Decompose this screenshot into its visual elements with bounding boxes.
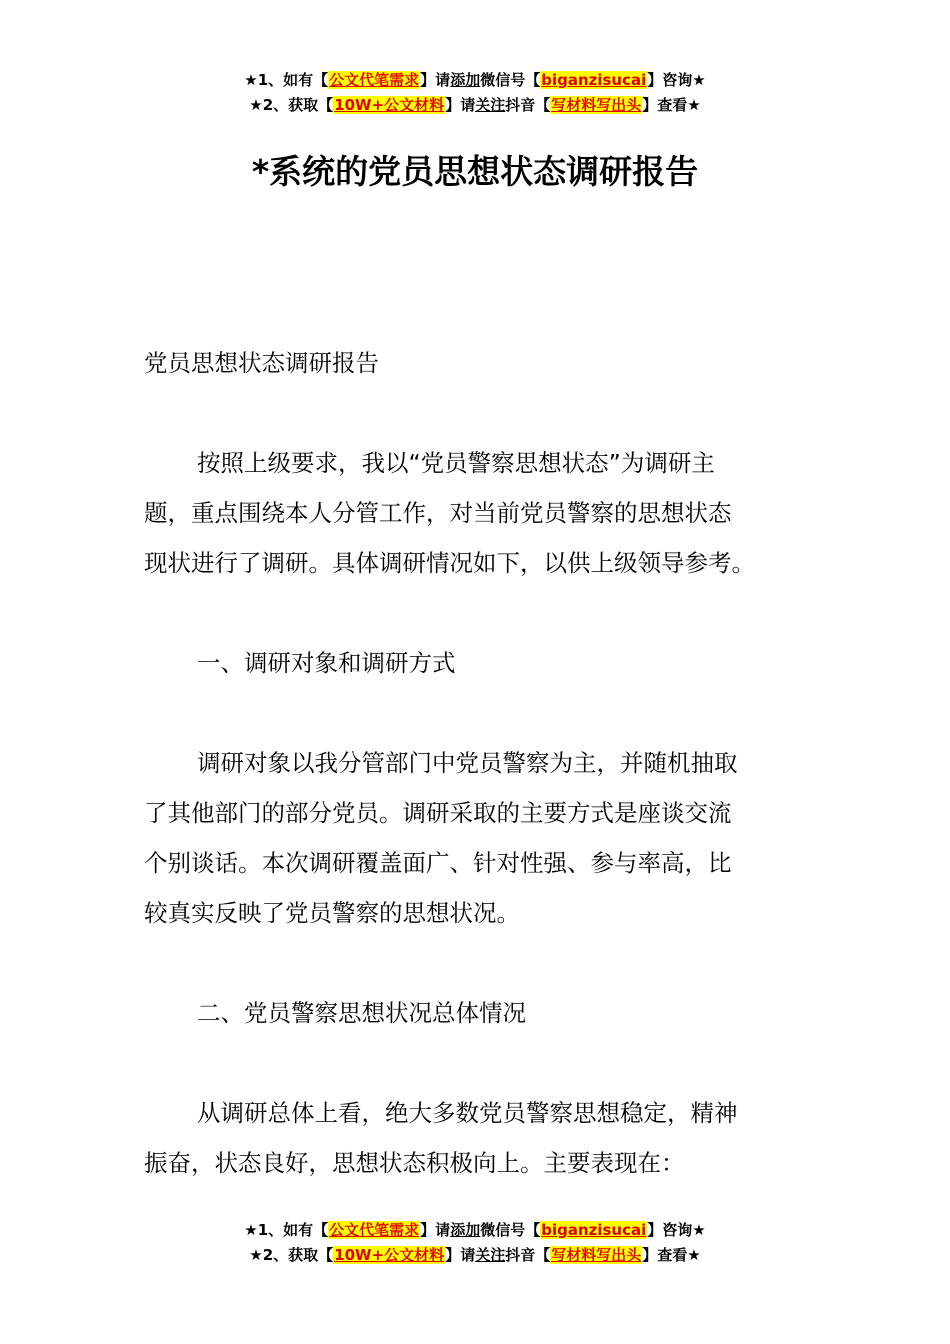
banner-line-2-emphasis: 关注 bbox=[475, 96, 506, 114]
banner-line-2-suffix: 】查看★ bbox=[642, 96, 701, 114]
paragraph-line: 振奋，状态良好，思想状态积极向上。主要表现在： bbox=[144, 1149, 685, 1177]
banner-line-2 bbox=[0, 1243, 950, 1268]
banner-line-1-middle-2: 微信号【 bbox=[480, 71, 541, 89]
document-body bbox=[144, 338, 808, 1188]
section-heading-2: 二、党员警察思想状况总体情况 bbox=[197, 999, 526, 1027]
blank-line bbox=[144, 588, 808, 638]
header-banner bbox=[0, 68, 950, 118]
banner-line-1 bbox=[0, 1218, 950, 1243]
paragraph-line: 从调研总体上看，绝大多数党员警察思想稳定，精神 bbox=[197, 1099, 738, 1127]
banner-line-1-emphasis: 添加 bbox=[450, 71, 481, 89]
banner-line-2-middle: 】请 bbox=[445, 96, 476, 114]
banner-line-2-emphasis: 关注 bbox=[475, 1246, 506, 1264]
banner-line-1 bbox=[0, 68, 950, 93]
banner-line-2-prefix: ★2、获取【 bbox=[249, 96, 334, 114]
banner-line-2-highlight-douyin: 写材料写出头 bbox=[551, 1246, 642, 1264]
blank-line bbox=[144, 688, 808, 738]
banner-line-1-highlight-service: 公文代笔需求 bbox=[329, 1221, 420, 1239]
banner-line-1-suffix: 】咨询★ bbox=[647, 71, 706, 89]
banner-line-1-middle-2: 微信号【 bbox=[480, 1221, 541, 1239]
banner-line-1-middle: 】请 bbox=[420, 1221, 451, 1239]
blank-line bbox=[144, 1038, 808, 1088]
paragraph-overview bbox=[144, 1088, 808, 1188]
blank-line bbox=[144, 388, 808, 438]
banner-line-1-middle: 】请 bbox=[420, 71, 451, 89]
banner-line-2-highlight-douyin: 写材料写出头 bbox=[551, 96, 642, 114]
banner-line-1-highlight-wechat: biganzisucai bbox=[541, 1221, 647, 1239]
banner-line-2-middle: 】请 bbox=[445, 1246, 476, 1264]
banner-line-2-highlight-materials: 10W+公文材料 bbox=[334, 96, 445, 114]
banner-line-2-highlight-materials: 10W+公文材料 bbox=[334, 1246, 445, 1264]
document-title: *系统的党员思想状态调研报告 bbox=[251, 152, 699, 191]
banner-line-2-middle-2: 抖音【 bbox=[505, 96, 551, 114]
blank-line bbox=[144, 938, 808, 988]
footer-banner bbox=[0, 1218, 950, 1268]
banner-line-1-emphasis: 添加 bbox=[450, 1221, 481, 1239]
paragraph-line: 个别谈话。本次调研覆盖面广、针对性强、参与率高，比 bbox=[144, 849, 732, 877]
paragraph-method bbox=[144, 738, 808, 938]
banner-line-2-suffix: 】查看★ bbox=[642, 1246, 701, 1264]
paragraph-line: 了其他部门的部分党员。调研采取的主要方式是座谈交流 bbox=[144, 799, 732, 827]
document-subtitle: 党员思想状态调研报告 bbox=[144, 349, 379, 377]
section-heading-1: 一、调研对象和调研方式 bbox=[197, 649, 456, 677]
paragraph-line: 按照上级要求，我以“党员警察思想状态”为调研主 bbox=[197, 449, 715, 477]
banner-line-1-prefix: ★1、如有【 bbox=[244, 1221, 329, 1239]
paragraph-line: 题，重点围绕本人分管工作，对当前党员警察的思想状态 bbox=[144, 499, 732, 527]
banner-line-2-prefix: ★2、获取【 bbox=[249, 1246, 334, 1264]
banner-line-1-suffix: 】咨询★ bbox=[647, 1221, 706, 1239]
paragraph-line: 调研对象以我分管部门中党员警察为主，并随机抽取 bbox=[197, 749, 738, 777]
banner-line-2 bbox=[0, 93, 950, 118]
banner-line-1-highlight-wechat: biganzisucai bbox=[541, 71, 647, 89]
paragraph-line: 现状进行了调研。具体调研情况如下，以供上级领导参考。 bbox=[144, 549, 755, 577]
banner-line-2-middle-2: 抖音【 bbox=[505, 1246, 551, 1264]
paragraph-line: 较真实反映了党员警察的思想状况。 bbox=[144, 899, 520, 927]
paragraph-intro bbox=[144, 438, 808, 588]
banner-line-1-prefix: ★1、如有【 bbox=[244, 71, 329, 89]
banner-line-1-highlight-service: 公文代笔需求 bbox=[329, 71, 420, 89]
